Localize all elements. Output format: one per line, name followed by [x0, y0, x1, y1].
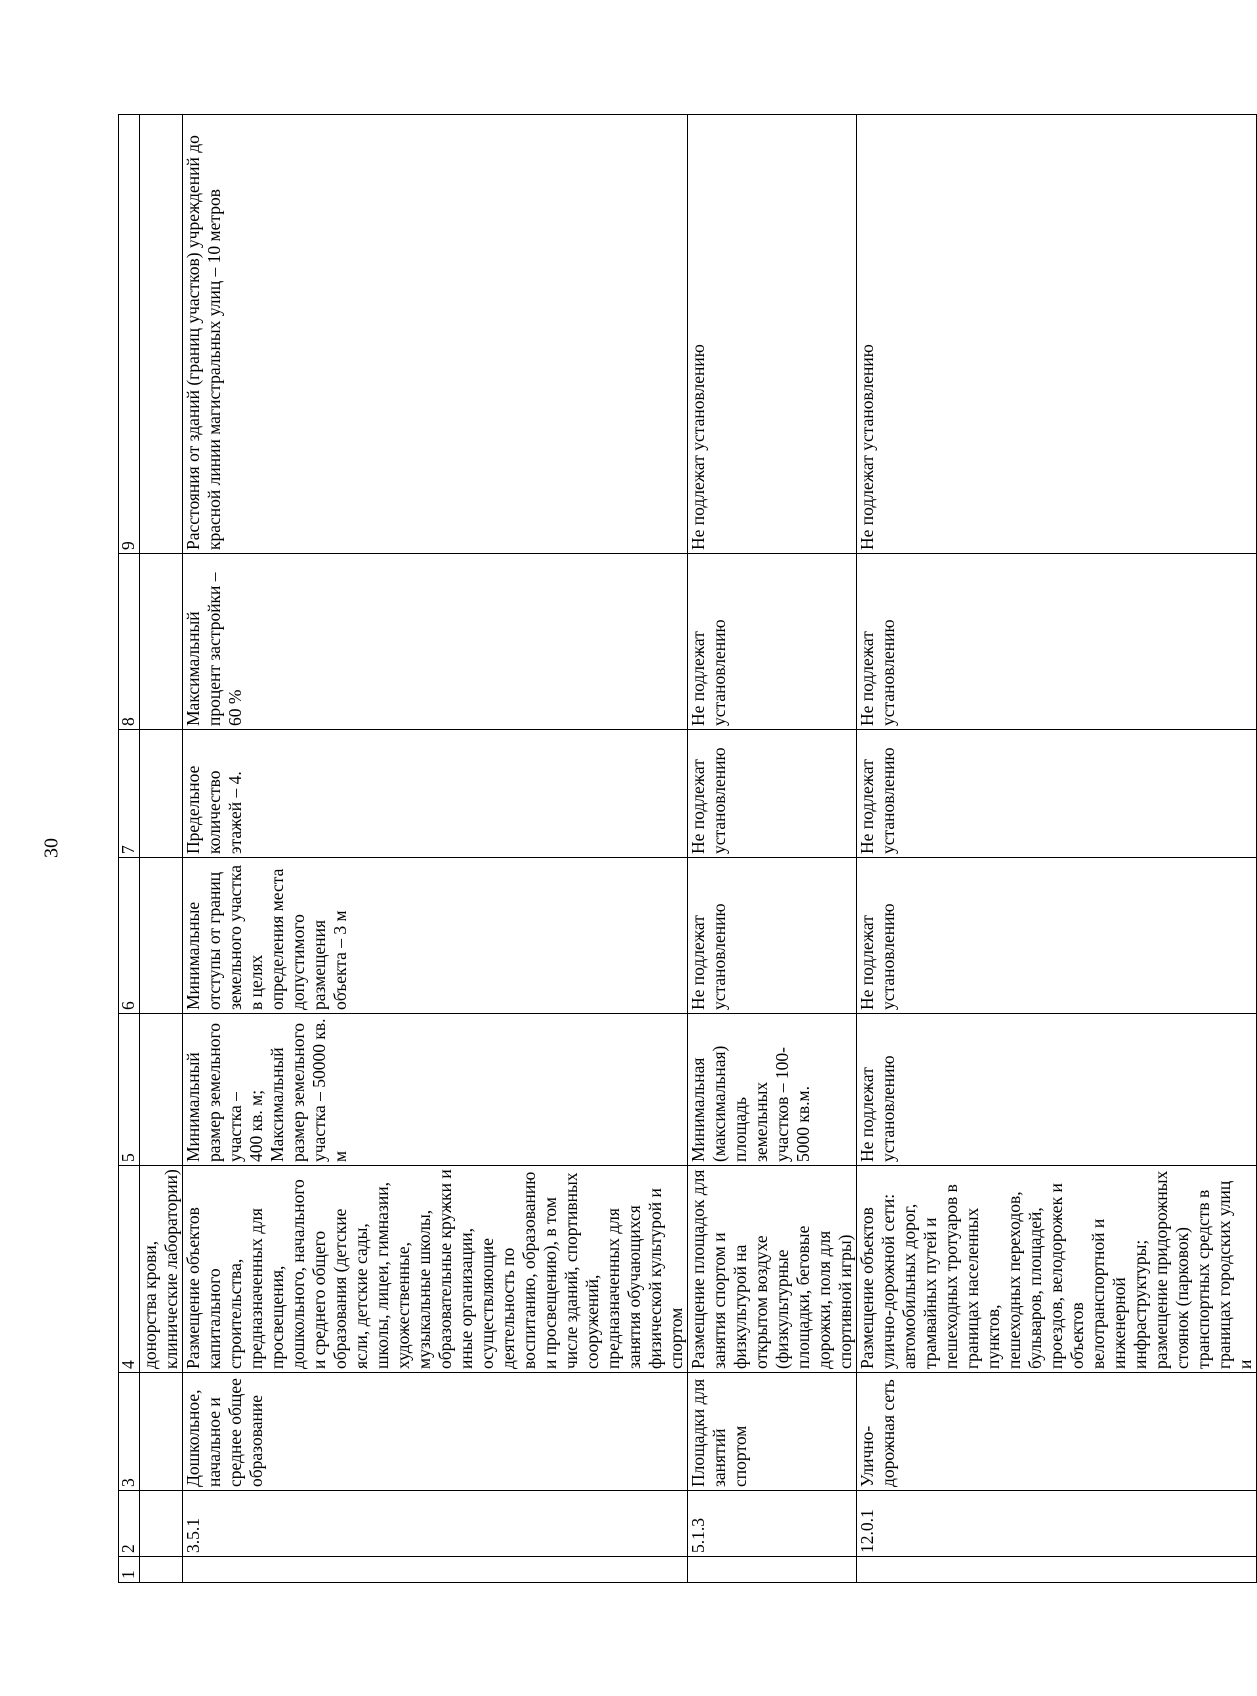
continuation-row [140, 115, 183, 1583]
header-cell: 3 [119, 1373, 140, 1491]
header-cell: 4 [119, 1166, 140, 1373]
table-row [857, 115, 1257, 1583]
table-row [688, 115, 857, 1583]
floors-cell: Не подлежат установлению [688, 730, 857, 858]
use-name-cell: Дошкольное, начальное и среднее общее образование [183, 1373, 688, 1491]
floors-cell: Не подлежат установлению [857, 730, 1257, 858]
use-code-cell: 3.5.1 [183, 1491, 688, 1557]
table-row [183, 115, 688, 1583]
plot-size-cell: Минимальный размер земельного участка – 400 кв. м; Максимальный размер земельного участка – 50000 кв. м [183, 1014, 688, 1166]
table-cell [140, 1491, 183, 1557]
table-cell [140, 1014, 183, 1166]
header-row [119, 115, 140, 1583]
coverage-cell: Максимальный процент застройки – 60 % [183, 554, 688, 730]
use-name-cell: Улично-дорожная сеть [857, 1373, 1257, 1491]
use-code-cell: 5.1.3 [688, 1491, 857, 1557]
rotated-table-wrapper [118, 115, 1255, 1583]
other-params-cell: Расстояния от зданий (границ участков) учреждений до красной линии магистральных улиц – 10 метров [183, 115, 688, 554]
table-cell [140, 1557, 183, 1583]
setbacks-cell: Не подлежат установлению [688, 858, 857, 1014]
land-use-table [118, 114, 1257, 1583]
use-code-cell: 12.0.1 [857, 1491, 1257, 1557]
plot-size-cell: Минимальная (максимальная) площадь земельных участков – 100-5000 кв.м. [688, 1014, 857, 1166]
table-cell [140, 115, 183, 554]
header-cell: 8 [119, 554, 140, 730]
table-cell [140, 858, 183, 1014]
row-index-cell [688, 1557, 857, 1583]
use-name-cell: Площадки для занятий спортом [688, 1373, 857, 1491]
header-cell: 5 [119, 1014, 140, 1166]
setbacks-cell: Минимальные отступы от границ земельного участка в целях определения места допустимого размещения объекта – 3 м [183, 858, 688, 1014]
header-cell: 1 [119, 1557, 140, 1583]
header-cell: 6 [119, 858, 140, 1014]
header-cell: 9 [119, 115, 140, 554]
row-index-cell [183, 1557, 688, 1583]
use-description-cell: Размещение объектов капитального строительства, предназначенных для просвещения, дошкольного, начального и среднего общего образования (детские ясли, детские сады, школы, лицеи, гимназии, художественные, музыкальные школы, образовательные кружки и иные организации, осуществляющие деятельность по воспитанию, образованию и просвещению), в том числе зданий, спортивных сооружений, предназначенных для занятия обучающихся физической культурой и спортом [183, 1166, 688, 1373]
coverage-cell: Не подлежат установлению [857, 554, 1257, 730]
other-params-cell: Не подлежат установлению [857, 115, 1257, 554]
floors-cell: Предельное количество этажей – 4. [183, 730, 688, 858]
header-cell: 2 [119, 1491, 140, 1557]
plot-size-cell: Не подлежат установлению [857, 1014, 1257, 1166]
continuation-text: донорства крови, клинические лаборатории) [140, 1166, 183, 1373]
setbacks-cell: Не подлежат установлению [857, 858, 1257, 1014]
page-number: 30 [40, 838, 63, 858]
row-index-cell [857, 1557, 1257, 1583]
coverage-cell: Не подлежат установлению [688, 554, 857, 730]
header-cell: 7 [119, 730, 140, 858]
other-params-cell: Не подлежат установлению [688, 115, 857, 554]
table-cell [140, 554, 183, 730]
table-cell [140, 1373, 183, 1491]
use-description-cell: Размещение площадок для занятия спортом и физкультурой на открытом воздухе (физкультурные площадки, беговые дорожки, поля для спортивной игры) [688, 1166, 857, 1373]
use-description-cell: Размещение объектов улично-дорожной сети: автомобильных дорог, трамвайных путей и пешеходных тротуаров в границах населенных пунктов, пешеходных переходов, бульваров, площадей, проездов, велодорожек и объектов велотранспортной и инженерной инфраструктуры; размещение придорожных стоянок (парковок) транспортных средств в границах городских улиц и [857, 1166, 1257, 1373]
table-cell [140, 730, 183, 858]
